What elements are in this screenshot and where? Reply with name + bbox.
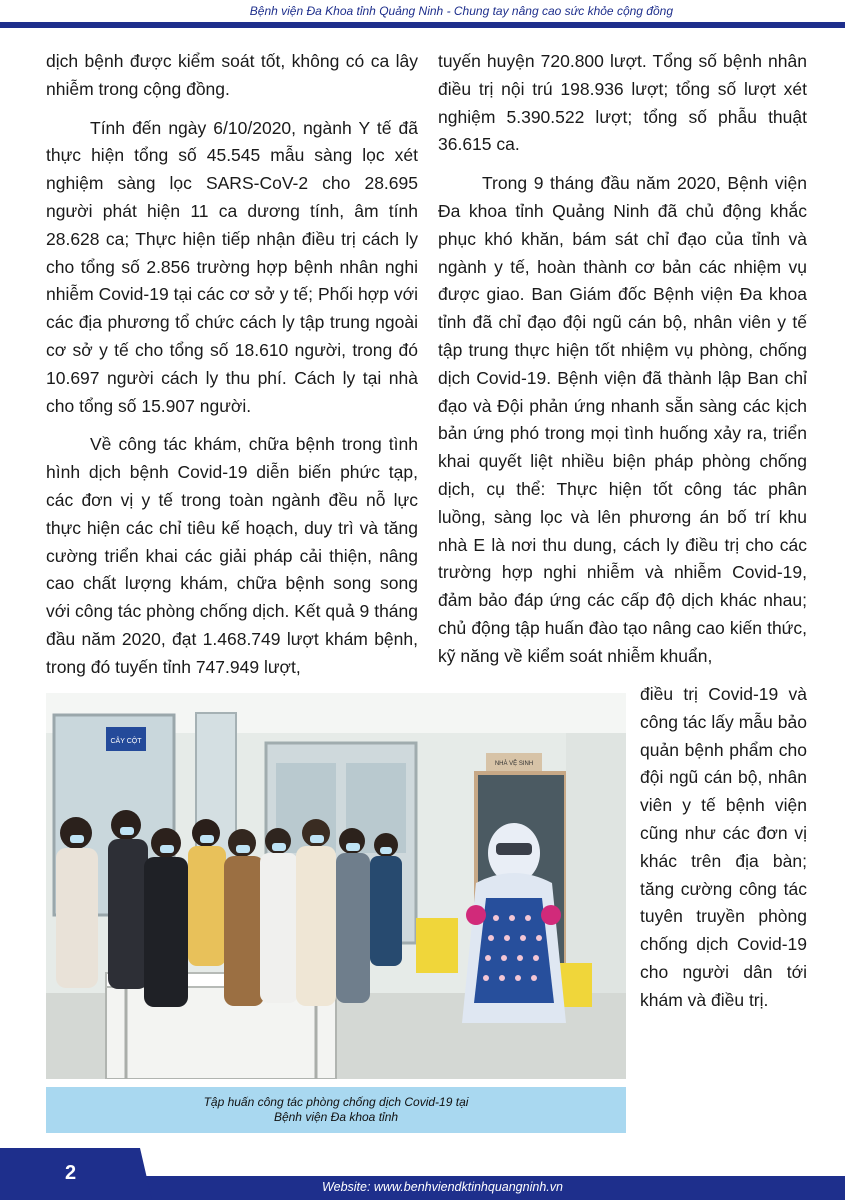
article-column-left xyxy=(46,48,418,682)
article-column-narrow xyxy=(640,681,807,1015)
article-column-right xyxy=(438,48,807,671)
paragraph-testing-stats: Tính đến ngày 6/10/2020, ngành Y tế đã thực hiện tổng số 45.545 mẫu sàng lọc xét nghiệm sàng lọc SARS-CoV-2 cho 28.695 người phát hiện 11 ca dương tính, âm tính 28.628 ca; Thực hiện tiếp nhận điều trị cách ly cho tổng số 2.856 trường hợp bệnh nhân nghi nhiễm Covid-19 tại các cơ sở y tế; Phối hợp với các địa phương tổ chức cách ly tập trung ngoài cơ sở y tế cho tổng số 18.610 người, trong đó 10.697 người cách ly thu phí. Cách ly tại nhà cho tổng số 15.907 người. xyxy=(46,117,418,416)
page-number: 2 xyxy=(65,1162,77,1184)
page-header xyxy=(0,0,845,22)
paragraph-examination: Về công tác khám, chữa bệnh trong tình hình dịch bệnh Covid-19 diễn biến phức tạp, các đơn vị y tế trong toàn ngành đều nỗ lực thực hiện các chỉ tiêu kế hoạch, duy trì và tăng cường triển khai các giải pháp cải thiện, nâng cao chất lượng khám, chữa bệnh song song với công tác phòng chống dịch. Kết quả 9 tháng đầu năm 2020, đạt 1.468.749 lượt khám bệnh, trong đó tuyến tỉnh 747.949 lượt, xyxy=(46,434,418,677)
caption-line-2: Bệnh viện Đa khoa tỉnh xyxy=(273,1110,399,1124)
paragraph-continued: dịch bệnh được kiểm soát tốt, không có ca lây nhiễm trong cộng đồng. xyxy=(46,51,418,99)
photo-caption xyxy=(46,1087,626,1133)
header-title: Bệnh viện Đa Khoa tỉnh Quảng Ninh - Chung tay nâng cao sức khỏe cộng đồng xyxy=(249,4,673,18)
training-photo xyxy=(46,693,626,1079)
sign-left: CÂY CỘT xyxy=(110,738,142,745)
sign-right: NHÀ VỆ SINH xyxy=(494,761,534,767)
paragraph-training: điều trị Covid-19 và công tác lấy mẫu bảo quản bệnh phẩm cho đội ngũ cán bộ, nhân viên y tế bệnh viện cũng như các đơn vị khác trên địa bàn; tăng cường công tác tuyên truyền phòng chống dịch Covid-19 cho người dân tới khám và điều trị. xyxy=(640,684,807,1010)
paragraph-hospital-measures: Trong 9 tháng đầu năm 2020, Bệnh viện Đa khoa tỉnh Quảng Ninh đã chủ động khắc phục khó khăn, bám sát chỉ đạo của tỉnh và ngành y tế, hoàn thành cơ bản các nhiệm vụ được giao. Ban Giám đốc Bệnh viện Đa khoa tỉnh đã chỉ đạo đội ngũ cán bộ, nhân viên y tế tập trung thực hiện tốt nhiệm vụ phòng, chống dịch Covid-19. Bệnh viện đã thành lập Ban chỉ đạo và Đội phản ứng nhanh sẵn sàng các kịch bản ứng phó trong mọi tình huống xảy ra, triển khai quyết liệt nhiều biện pháp phòng chống dịch, cụ thể: Thực hiện tốt công tác phân luồng, sàng lọc và lên phương án bố trí khu nhà E là nơi thu dung, cách ly điều trị cho các trường hợp nghi nhiễm và nhiễm Covid-19, đảm bảo đáp ứng các cấp độ dịch khác nhau; chủ động tập huấn đào tạo nâng cao kiến thức, kỹ năng về kiểm soát nhiễm khuẩn, xyxy=(438,173,807,666)
training-photo-illustration xyxy=(46,693,626,1079)
paragraph-inpatient-stats: tuyến huyện 720.800 lượt. Tổng số bệnh nhân điều trị nội trú 198.936 lượt; tổng số lượt xét nghiệm 5.390.522 lượt; tổng số phẫu thuật 36.615 ca. xyxy=(438,51,807,155)
footer-website: Website: www.benhviendktinhquangninh.vn xyxy=(322,1180,563,1194)
header-rule xyxy=(0,22,845,28)
caption-line-1: Tập huấn công tác phòng chống dịch Covid-19 tại xyxy=(203,1095,469,1109)
